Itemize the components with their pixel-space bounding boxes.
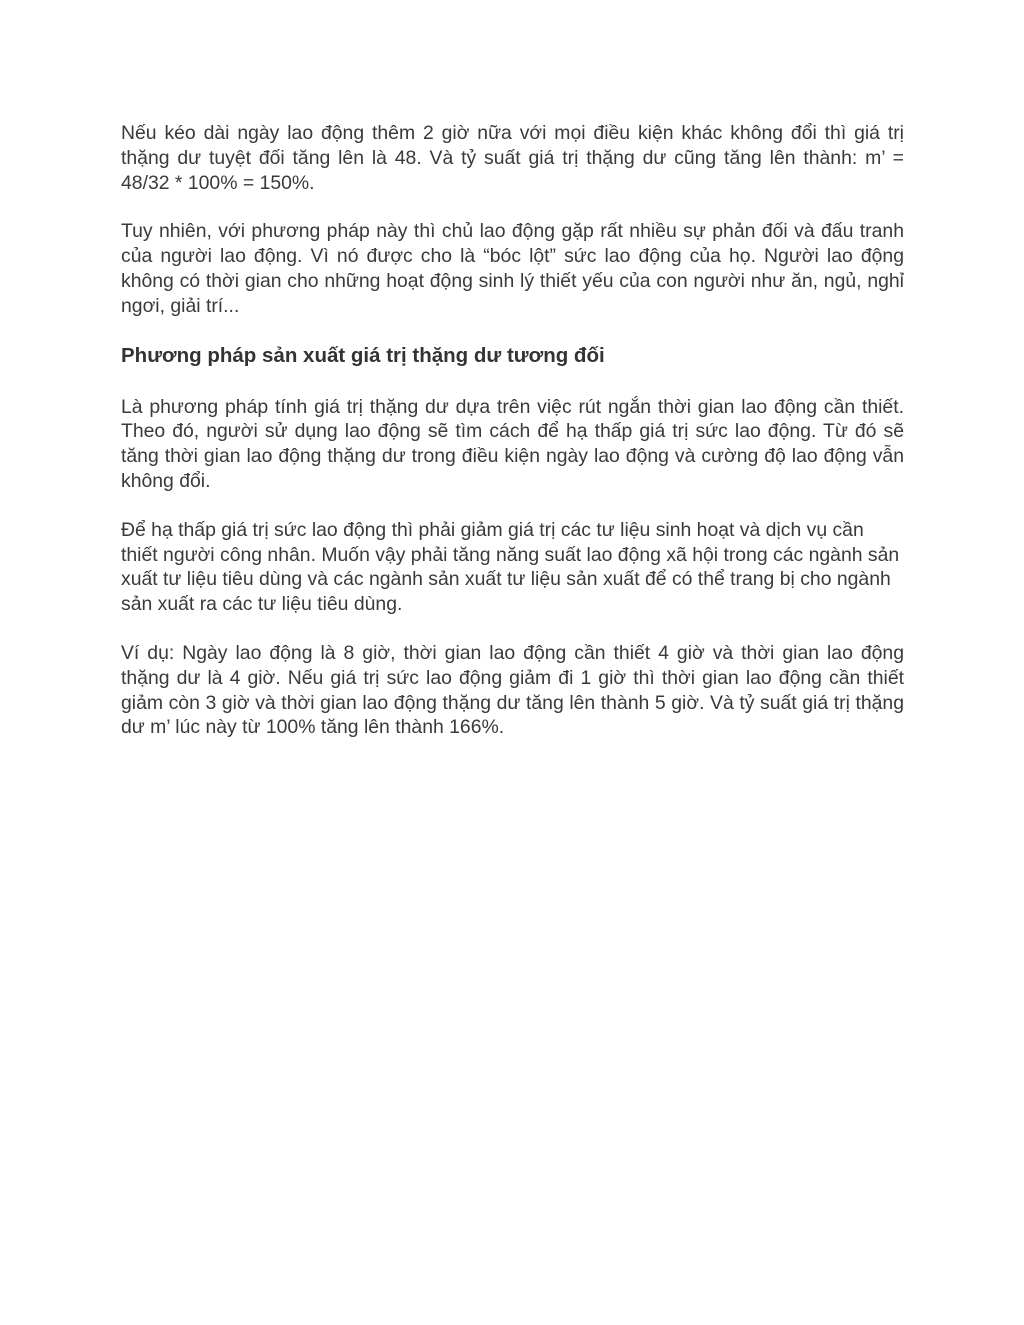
paragraph-lower-labor-value: Để hạ thấp giá trị sức lao động thì phải giảm giá trị các tư liệu sinh hoạt và dịch vụ cần thiết người công nhân. Muốn vậy phải tăng năng suất lao động xã hội trong các ngành sản xuất tư liệu tiêu dùng và các ngành sản xuất tư liệu sản xuất để có thể trang bị cho ngành sản xuất ra các tư liệu tiêu dùng. bbox=[121, 518, 900, 616]
document-body bbox=[121, 121, 904, 764]
section-heading: Phương pháp sản xuất giá trị thặng dư tương đối bbox=[121, 343, 605, 367]
paragraph-worker-opposition: Tuy nhiên, với phương pháp này thì chủ lao động gặp rất nhiều sự phản đối và đấu tranh của người lao động. Vì nó được cho là “bóc lột” sức lao động của họ. Người lao động không có thời gian cho những hoạt động sinh lý thiết yếu của con người như ăn, ngủ, nghỉ ngơi, giải trí... bbox=[121, 220, 904, 317]
paragraph-relative-surplus-definition: Là phương pháp tính giá trị thặng dư dựa trên việc rút ngắn thời gian lao động cần thiết. Theo đó, người sử dụng lao động sẽ tìm cách để hạ thấp giá trị sức lao động. Từ đó sẽ tăng thời gian lao động thặng dư trong điều kiện ngày lao động và cường độ lao động vẫn không đổi. bbox=[121, 395, 904, 492]
paragraph-absolute-surplus-example: Nếu kéo dài ngày lao động thêm 2 giờ nữa với mọi điều kiện khác không đổi thì giá trị thặng dư tuyệt đối tăng lên là 48. Và tỷ suất giá trị thặng dư cũng tăng lên thành: m’ = 48/32 * 100% = 150%. bbox=[121, 122, 904, 194]
paragraph-relative-surplus-example: Ví dụ: Ngày lao động là 8 giờ, thời gian lao động cần thiết 4 giờ và thời gian lao động thặng dư là 4 giờ. Nếu giá trị sức lao động giảm đi 1 giờ thì thời gian lao động cần thiết giảm còn 3 giờ và thời gian lao động thặng dư tăng lên thành 5 giờ. Và tỷ suất giá trị thặng dư m’ lúc này từ 100% tăng lên thành 166%. bbox=[121, 641, 904, 739]
